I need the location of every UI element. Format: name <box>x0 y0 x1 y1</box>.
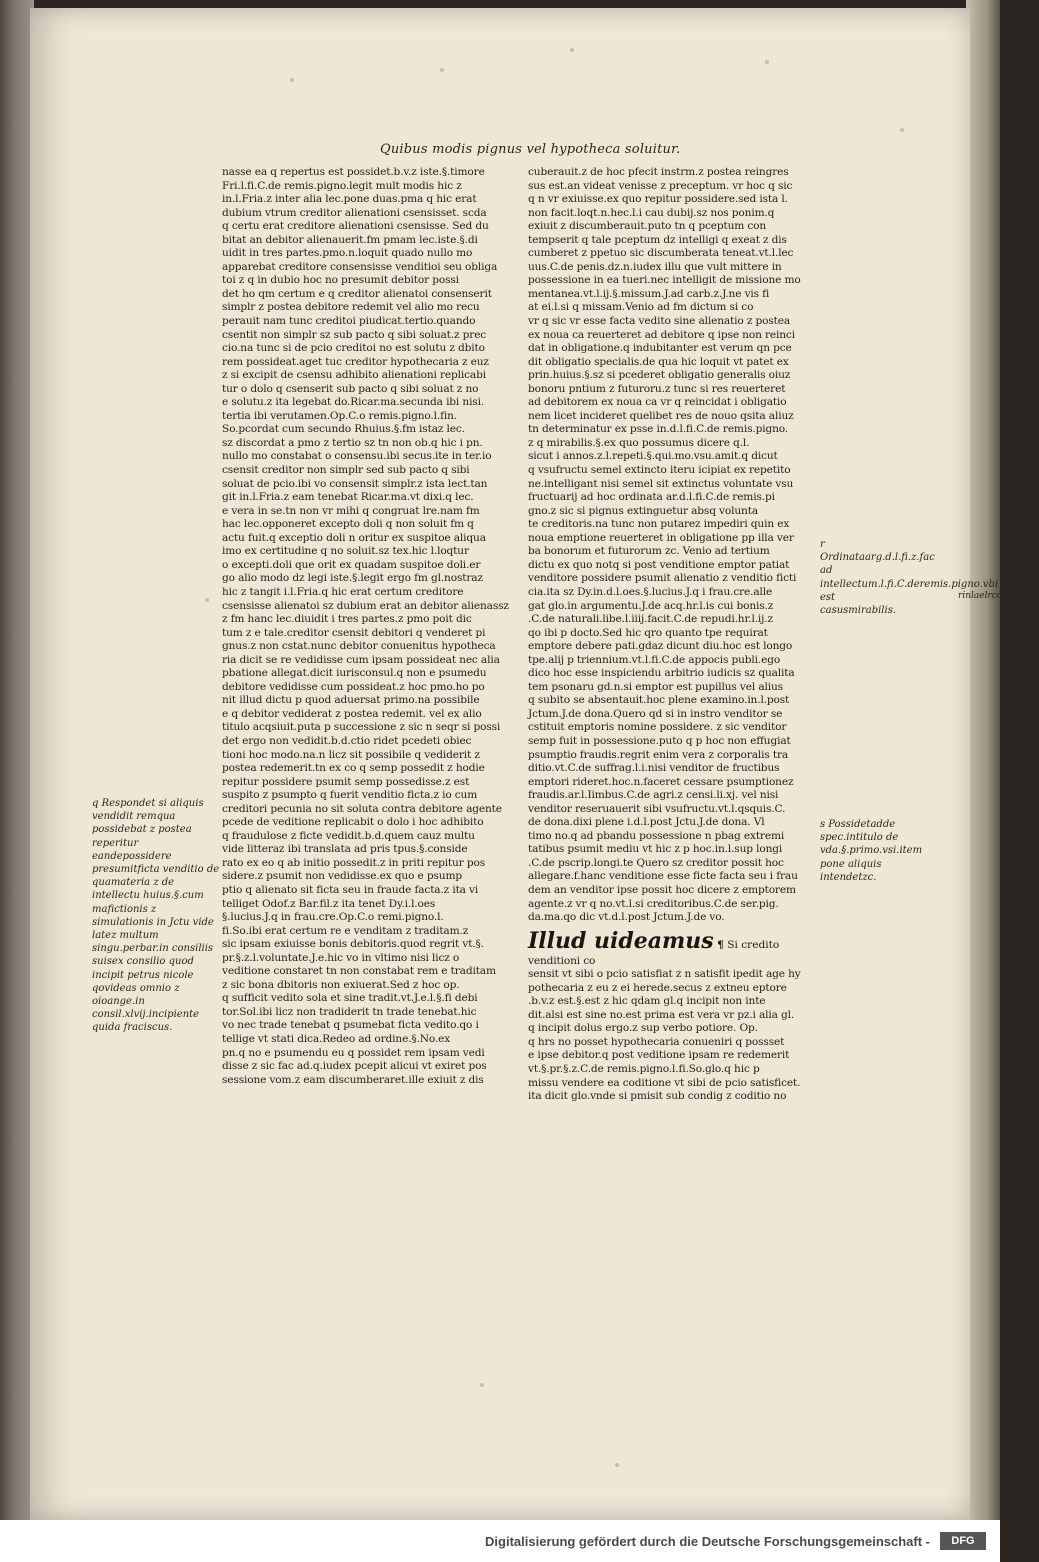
text-line: §.lucius.J.q in frau.cre.Op.C.o remi.pigno.l. <box>222 911 444 924</box>
margin-note-line: vbi est casus <box>820 578 999 617</box>
text-line: cio.na tunc si de pcio creditoi no est solutu z dbito <box>222 342 485 355</box>
text-line: q sufficit vedito sola et sine tradit.vt.J.e.l.§.fi debi <box>222 992 478 1005</box>
footer-bar <box>0 1520 1000 1562</box>
margin-note-line: co <box>991 591 1003 601</box>
margin-note-line: in <box>962 591 971 601</box>
text-line: prin.huius.§.sz si pcederet obligatio generalis oiuz <box>528 369 791 382</box>
text-line: tatibus psumit mediu vt hic z p hoc.in.l.sup longi <box>528 843 783 856</box>
text-line: sz discordat a pmo z tertio sz tn non ob.q hic i pn. <box>222 436 483 449</box>
text-column-left <box>222 166 510 1296</box>
text-line: e q debitor vediderat z postea redemit. vel ex alio <box>222 707 482 720</box>
margin-note-line: ficta venditio de qua <box>92 864 220 889</box>
text-line: q hrs no posset hypothecaria conueniri q possset <box>528 1035 785 1048</box>
margin-note-line: zc. <box>862 871 877 883</box>
dfg-logo: DFG <box>940 1532 986 1550</box>
text-line: semp fuit in possessione.puto q p hoc non effugiat <box>528 734 791 747</box>
margin-note-line: quis intendet <box>820 858 882 883</box>
text-column-right <box>528 166 828 1272</box>
text-line: z sic bona dbitoris non exiuerat.Sed z hoc op. <box>222 978 460 991</box>
text-line: rem possideat.aget tuc creditor hypothecaria z euz <box>222 355 489 368</box>
text-line: creditori pecunia no sit soluta contra debitore agente <box>222 802 502 815</box>
running-title: Quibus modis pignus vel hypotheca soluitur. <box>380 142 681 157</box>
text-line: tum z e tale.creditor csensit debitori q venderet pi <box>222 626 486 639</box>
text-line: nasse ea q repertus est possidet.b.v.z iste.§.timore <box>222 166 485 178</box>
text-line: fructuarij ad hoc ordinata ar.d.l.fi.C.de remis.pi <box>528 491 775 504</box>
text-line: venditor reseruauerit sibi vsufructu.vt.l.qsquis.C. <box>528 802 786 815</box>
text-line: venditioni co <box>528 954 596 967</box>
margin-note-line: tu huius.§.cum ma <box>92 890 204 915</box>
text-line: titulo acqsiuit.puta p successione z sic n seqr si possi <box>222 721 501 734</box>
text-line: cuberauit.z de hoc pfecit instrm.z postea reingres <box>528 166 789 178</box>
margin-note-line: ciscus. <box>138 1022 173 1034</box>
text-line: dubium vtrum creditor alienationi csensisset. scda <box>222 206 487 219</box>
text-line: repitur possidere psumit semp possedisse.z est <box>222 775 470 788</box>
book-edge-right <box>966 0 1003 1520</box>
text-line: cia.ita sz Dy.in.d.l.oes.§.lucius.J.q i frau.cre.alle <box>528 585 773 598</box>
rubric-line <box>528 925 828 955</box>
text-line: nit illud dictu p quod aduersat primo.na possibile <box>222 694 480 707</box>
paper-spot <box>480 1383 484 1387</box>
text-line: sensit vt sibi o pcio satisfiat z n satisfit ipedit age hy <box>528 968 801 981</box>
text-line: qo ibi p docto.Sed hic qro quanto tpe requirat <box>528 626 768 639</box>
text-line: perauit nam tunc creditoi piudicat.tertio.quando <box>222 315 476 328</box>
footer-credit: Digitalisierung gefördert durch die Deutsche Forschungsgemeinschaft - <box>485 1534 930 1549</box>
margin-note-line: el <box>979 591 988 601</box>
margin-note-line: nis in Jctu vide late <box>92 916 214 942</box>
text-line: de dona.dixi plene i.d.l.post Jctu.J.de dona. Vl <box>528 816 765 829</box>
text-line: venditore possidere psumit alienatio z venditio ficti <box>528 572 797 585</box>
text-column-right-lower <box>528 955 828 1104</box>
text-line: bonoru pntium z futuroru.z tunc si res reuerteret <box>528 382 786 395</box>
margin-note-line: q Respondet si ali <box>92 798 183 809</box>
margin-note-line: item pone ali <box>820 845 923 870</box>
text-line: pothecaria z eu z ei herede.secus z extneu eptore <box>528 981 787 994</box>
text-line: fi.So.ibi erat certum re e venditam z traditam.z <box>222 924 469 937</box>
text-line: .b.v.z est.§.est z hic qdam gl.q incipit non inte <box>528 995 766 1008</box>
margin-note-line: qua possidebat z po <box>92 811 176 836</box>
margin-note-line: pit petrus nicole qo <box>92 969 194 994</box>
text-line: pcede de veditione replicabit o dolo i hoc adhibito <box>222 816 484 829</box>
margin-note-line: mirabilis. <box>848 605 897 617</box>
text-line: .C.de naturali.libe.l.iiij.facit.C.de repudi.hr.l.ij.z <box>528 613 773 626</box>
text-line: veditione constaret tn non constabat rem e traditam <box>222 965 496 978</box>
margin-note-line: materia z de intellec <box>92 877 175 902</box>
paper-spot <box>615 1463 619 1467</box>
text-line: emptori rideret.hoc.n.faceret cessare psumptionez <box>528 775 794 788</box>
text-line: sicut i annos.z.l.repeti.§.qui.mo.vsu.amit.q dicut <box>528 450 778 463</box>
text-line: noua emptione reuerteret in obligatione pp illa ver <box>528 531 794 544</box>
paper-spot <box>205 598 209 602</box>
margin-note-line: s <box>1002 591 1007 601</box>
paper-spot <box>440 68 444 72</box>
text-line: vo nec trade tenebat q psumebat ficta vedito.qo i <box>222 1019 479 1032</box>
text-line: exiuit z discumberauit.puto tn q pceptum con <box>528 220 767 233</box>
text-line: tpe.alij p triennium.vt.l.fi.C.de appocis publi.ego <box>528 653 781 666</box>
margin-note-facing-page <box>958 590 1039 603</box>
margin-note-line: r Ordinata <box>820 539 865 564</box>
text-line: uidit in tres partes.pmo.n.loquit quado nullo mo <box>222 247 473 260</box>
text-line: te creditoris.na tunc non putarez impediri quin ex <box>528 518 790 531</box>
book-edge-left <box>0 0 34 1520</box>
text-line: csentit non simplr sz sub pacto q sibi soluat.z prec <box>222 328 487 341</box>
text-line: q subito se absentauit.hoc plene examino.in.l.post <box>528 694 790 707</box>
text-line: toi z q in dubio hoc no presumit debitor possi <box>222 274 459 287</box>
text-line: e ipse debitor.q post veditione ipsam re redemerit <box>528 1049 790 1062</box>
text-line: soluat de pcio.ibi vo consensit simplr.z ista lect.tan <box>222 477 488 490</box>
text-line: pr.§.z.l.voluntate.J.e.hic vo in vltimo nisi licz o <box>222 951 460 964</box>
text-line: e vera in se.tn non vr mihi q congruat lre.nam fm <box>222 504 480 517</box>
text-line: tur o dolo q csenserit sub pacto q sibi soluat z no <box>222 382 479 395</box>
text-line: vide litteraz ibi translata ad pris tpus.§.conside <box>222 843 468 856</box>
margin-note-line: adde spec.in <box>820 819 896 844</box>
text-line: det ergo non vedidit.b.d.ctio ridet pcedeti obiec <box>222 734 472 747</box>
text-line: telliget Odof.z Bar.fil.z ita tenet Dy.i.l.oes <box>222 897 436 910</box>
text-line: apparebat creditore consensisse venditioi seu obliga <box>222 260 498 273</box>
text-line: allegare.f.hanc venditione esse ficte facta seu i frau <box>528 870 798 883</box>
text-line: actu fuit.q exceptio doli n oritur ex suspitoe aliqua <box>222 531 486 544</box>
margin-note-line: bar.in consiliis suis <box>92 943 214 968</box>
text-line: ria dicit se re vedidisse cum ipsam possideat nec alia <box>222 653 500 666</box>
text-line: det ho qm certum e q creditor alienatoi consenserit <box>222 287 492 300</box>
text-line: missu vendere ea coditione vt sibi de pcio satisficet. <box>528 1076 801 1089</box>
text-line: tor.Sol.ibi licz non tradiderit tn trade tenebat.hic <box>222 1005 477 1018</box>
rubric-tail: Si credito <box>727 938 780 951</box>
text-line: non facit.loqt.n.hec.l.i cau dubij.sz nos ponim.q <box>528 206 775 219</box>
text-line: sessione vom.z eam discumberaret.ille exiuit z dis <box>222 1073 484 1086</box>
text-line: ptio q alienato sit ficta seu in fraude facta.z ita vi <box>222 883 479 896</box>
text-line: Jctum.J.de dona.Quero qd si in instro venditor se <box>528 707 783 720</box>
text-line: in.l.Fria.z inter alia lec.pone duas.pma q hic erat <box>222 193 477 206</box>
text-line: tn determinatur ex psse in.d.l.fi.C.de remis.pigno. <box>528 423 789 436</box>
text-line: disse z sic fac ad.q.iudex pcepit alicui vt exiret pos <box>222 1060 487 1073</box>
text-line: sic ipsam exiuisse bonis debitoris.quod regrit vt.§. <box>222 938 484 951</box>
text-line: ad debitorem ex noua ca vr q reincidat i obligatio <box>528 396 787 409</box>
text-line: hic z tangit i.l.Fria.q hic erat certum creditore <box>222 585 464 598</box>
margin-note-left <box>92 797 220 1035</box>
paragraph-mark: ¶ <box>717 938 724 951</box>
margin-note-line: ange.in consil.xlvij. <box>92 996 149 1021</box>
margin-note-line: ne <box>1018 591 1030 601</box>
text-line: z q mirabilis.§.ex quo possumus dicere q.l. <box>528 436 750 449</box>
margin-note-line: quis vendidit rem <box>92 798 204 823</box>
text-line: cstituit emptoris nomine possidere. z sic venditor <box>528 721 787 734</box>
margin-note-right-possidet <box>820 818 923 884</box>
text-line: nullo mo constabat o consensu.ibi secus.ite in ter.io <box>222 450 492 463</box>
text-line: dico hoc esse inspiciendu arbitrio iudicis sz qualita <box>528 667 795 680</box>
text-line: cumberet z ppetuo sic discumberata teneat.vt.l.lec <box>528 247 794 260</box>
text-line: sidere.z psumit non vedidisse.ex quo e psump <box>222 870 462 883</box>
margin-note-line: ex consilio quod inci <box>92 956 194 981</box>
text-line: fraudis.ar.l.Iimbus.C.de agri.z censi.li.xj. vel nisi <box>528 789 779 802</box>
text-line: da.ma.qo dic vt.d.l.post Jctum.J.de vo. <box>528 911 725 924</box>
text-line: dit.alsi est sine no.est prima est vera vr pz.i alia gl. <box>528 1008 795 1021</box>
margin-note-line: bu <box>1006 591 1019 601</box>
margin-note-line: titulo de vda. <box>820 832 899 857</box>
text-line: go alio modo dz legi iste.§.legit ergo fm gl.nostraz <box>222 572 483 585</box>
text-line: dem an venditor ipse possit hoc dicere z emptorem <box>528 883 796 896</box>
text-line: gno.z sic si pignus extinguetur absq volunta <box>528 504 758 517</box>
text-line: nem licet incideret quelibet res de nouo qsita aliuz <box>528 409 794 422</box>
text-line: tertia ibi verutamen.Op.C.o remis.pigno.l.fin. <box>222 409 457 422</box>
text-line: tellige vt stati dica.Redeo ad ordine.§.No.ex <box>222 1033 451 1045</box>
text-line: z fm hanc lec.diuidit i tres partes.z pmo poit dic <box>222 613 472 626</box>
text-line: pbatione allegat.dicit iurisconsul.q non e psumedu <box>222 667 487 680</box>
text-line: Fri.l.fi.C.de remis.pigno.legit mult modis hic z <box>222 179 462 192</box>
text-line: tioni hoc modo.na.n licz sit possibile q vediderit z <box>222 748 480 761</box>
text-line: suspito z psumpto q fuerit venditio ficta.z io cum <box>222 789 478 802</box>
text-line: possessione in ea tueri.nec intelligit de missione mo <box>528 274 801 287</box>
text-line: rato ex eo q ab initio possedit.z in priti repitur pos <box>222 856 485 869</box>
text-line: o excepti.doli que orit ex quadam suspitoe doli.er <box>222 558 481 571</box>
margin-note-line: incipiente quida fra <box>92 1009 200 1034</box>
paper-spot <box>290 78 294 82</box>
margin-note-line: possidere presumit <box>92 850 172 876</box>
text-line: sus est.an videat venisse z preceptum. vr hoc q sic <box>528 179 793 192</box>
text-line: psumptio fraudis.regrit enim vera z corporalis tra <box>528 748 789 761</box>
text-line: dat in obligatione.q indubitanter est verum qn pce <box>528 342 792 355</box>
paper-spot <box>570 48 574 52</box>
text-line: imo ex certitudine q no soluit.sz tex.hic l.loqtur <box>222 545 469 558</box>
text-column-right-upper <box>528 166 828 925</box>
text-line: q vsufructu semel extincto iteru icipiat ex repetito <box>528 464 791 477</box>
text-line: csensit creditor non simplr sed sub pacto q sibi <box>222 464 470 477</box>
text-line: vr q sic vr esse facta vedito sine alienatio z postea <box>528 315 791 328</box>
text-line: gat glo.in argumentu.J.de acq.hr.l.is cui bonis.z <box>528 599 774 612</box>
text-line: debitore vedidisse cum possideat.z hoc pmo.ho po <box>222 680 485 693</box>
text-line: pn.q no e psumendu eu q possidet rem ipsam vedi <box>222 1046 485 1059</box>
text-line: dictu ex quo notq si post venditione emptor patiat <box>528 558 790 571</box>
text-line: emptore debere pati.gdaz dicunt diu.hoc est longo <box>528 640 793 653</box>
text-line: agente.z vr q no.vt.l.si creditoribus.C.de ser.pig. <box>528 897 779 910</box>
margin-note-line: arg.d.l.fi.z. <box>864 552 920 564</box>
text-line: bitat an debitor alienauerit.fm pmam lec.iste.§.di <box>222 233 478 246</box>
text-line: ditio.vt.C.de suffrag.l.i.nisi venditor de fructibus <box>528 762 780 775</box>
text-line: q certu erat creditore alienationi csensisse. Sed du <box>222 220 489 233</box>
margin-note-line: r <box>958 591 963 601</box>
text-line: uus.C.de penis.dz.n.iudex illu que vult mittere in <box>528 260 782 273</box>
text-line: ex noua ca reuerteret ad debitore q ipse non reinci <box>528 328 795 341</box>
text-line: gnus.z non cstat.nunc debitor conuenitus hypotheca <box>222 640 496 653</box>
margin-note-line: te <box>1029 591 1039 601</box>
margin-note-line: fictionis z simulatio <box>92 903 157 928</box>
text-line: dit obligatio specialis.de qua hic loquit vt patet ex <box>528 355 789 368</box>
text-line: git in.l.Fria.z eam tenebat Ricar.ma.vt dixi.q lec. <box>222 491 474 504</box>
margin-note-line: s Possidet <box>820 819 871 830</box>
text-line: .C.de pscrip.longi.te Quero sz creditor possit hoc <box>528 856 784 869</box>
text-line: ne.intelligant nisi semel sit extinctus voluntate vsu <box>528 477 794 490</box>
margin-note-line: la <box>971 591 980 601</box>
text-line: ita dicit glo.vnde si pmisit sub condig z coditio no <box>528 1090 787 1103</box>
text-line: ba bonorum et futurorum zc. Venio ad tertium <box>528 545 770 558</box>
text-line: tempserit q tale pceptum dz intelligi q exeat z dis <box>528 233 787 246</box>
text-line: q fraudulose z ficte vedidit.b.d.quem cauz multu <box>222 829 475 842</box>
text-line: mentanea.vt.l.ij.§.missum.J.ad carb.z.J.ne vis fi <box>528 287 770 300</box>
margin-note-line: tum.l.fi.C.de <box>857 578 920 590</box>
rubric-heading: Illud uideamus <box>528 927 714 954</box>
text-line: timo no.q ad pbandu possessione n pbag extremi <box>528 829 785 842</box>
paper-spot <box>765 60 769 64</box>
margin-note-line: z multum singu.per <box>92 930 159 955</box>
text-line: So.pcordat cum secundo Rhuius.§.fm istaz lec. <box>222 423 465 436</box>
margin-note-line: stea reperitur eande <box>92 824 192 862</box>
paper-spot <box>900 128 904 132</box>
text-line: vt.§.pr.§.z.C.de remis.pigno.l.fi.So.glo.q hic p <box>528 1063 760 1075</box>
text-line: at ei.l.si q missam.Venio ad fm dictum si co <box>528 301 754 314</box>
text-line: csensisse alienatoi sz dubium erat an debitor alienassz <box>222 599 509 612</box>
text-line: e solutu.z ita legebat do.Ricar.ma.secunda ibi nisi. <box>222 396 485 409</box>
text-line: hac lec.opponeret excepto doli q non soluit fm q <box>222 518 474 531</box>
margin-note-line: remis.pigno. <box>919 578 983 590</box>
text-line: tem psonaru gd.n.si emptor est pupillus vel alius <box>528 680 783 693</box>
text-line: q n vr exiuisse.ex quo repitur possidere.sed ista l. <box>528 193 788 206</box>
margin-note-line: §.primo.vsi. <box>841 845 900 857</box>
margin-note-line: fac ad intellec <box>820 552 935 590</box>
text-line: z si excipit de csensu adhibito alienationi replicabi <box>222 369 486 382</box>
text-line: simplr z postea debitore redemit vel alio mo recu <box>222 301 480 314</box>
text-line: q incipit dolus ergo.z sup verbo potiore. Op. <box>528 1022 758 1035</box>
text-line: postea redemerit.tn ex co q semp possedit z hodie <box>222 762 485 775</box>
margin-note-line: r <box>987 591 992 601</box>
margin-note-line: videas omnio z oio <box>92 982 180 1008</box>
